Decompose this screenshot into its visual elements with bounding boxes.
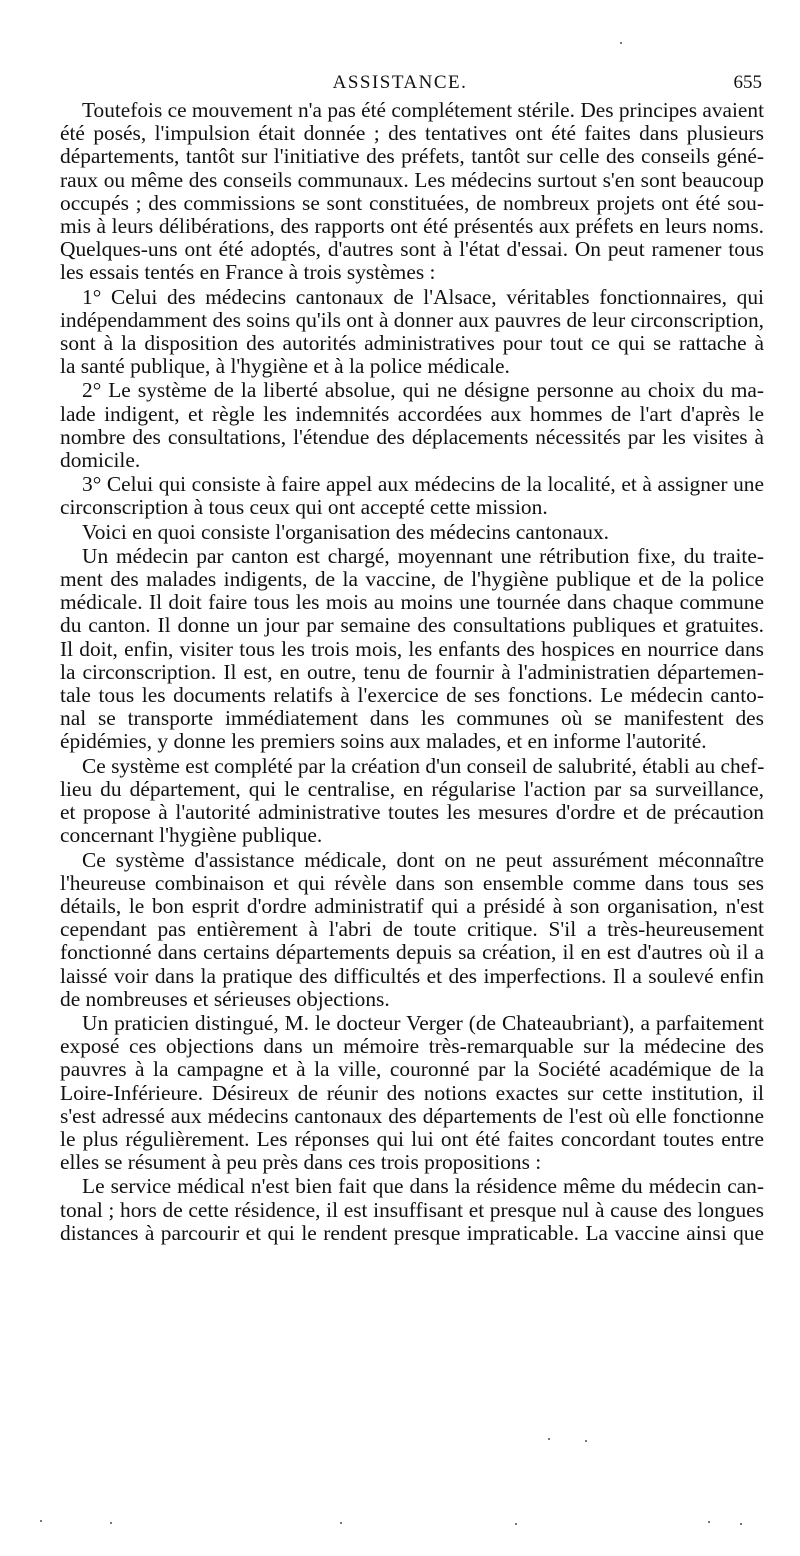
text-line: nal se transporte immédiatement dans les communes où se manifestent des — [60, 706, 764, 731]
text-line: Il doit, enfin, visiter tous les trois mois, les enfants des hospices en nourrice dans — [60, 636, 764, 661]
text-line: s'est adressé aux médecins cantonaux des départements de l'est où elle fonctionne — [60, 1103, 764, 1128]
text-line: Un praticien distingué, M. le docteur Verger (de Chateaubriant), a parfaitement — [82, 1010, 764, 1035]
text-line: Toutefois ce mouvement n'a pas été complétement stérile. Des principes avaient — [82, 98, 764, 122]
text-line: Un médecin par canton est chargé, moyennant une rétribution fixe, du traite- — [82, 543, 764, 568]
text-line: ment des malades indigents, de la vaccine, de l'hygiène publique et de la police — [60, 567, 764, 592]
text-line: elles se résument à peu près dans ces trois propositions : — [60, 1150, 542, 1175]
text-line: tonal ; hors de cette résidence, il est insuffisant et presque nul à cause des longues — [60, 1197, 764, 1222]
text-line: lade indigent, et règle les indemnités accordées aux hommes de l'art d'après le — [60, 401, 764, 426]
text-line: domicile. — [60, 448, 141, 473]
paragraph — [38, 473, 764, 519]
text-line: 1° Celui des médecins cantonaux de l'Alsace, véritables fonctionnaires, qui — [82, 284, 764, 309]
text-line: Loire-Inférieure. Désireux de réunir des notions exactes sur cette institution, il — [60, 1080, 764, 1105]
text-line: la circonscription. Il est, en outre, tenu de fournir à l'administratien départemen- — [60, 659, 764, 684]
paragraph — [38, 1012, 764, 1174]
text-line: de nombreuses et sérieuses objections. — [60, 986, 390, 1011]
text-line: Ce système d'assistance médicale, dont on ne peut assurément méconnaître — [82, 847, 764, 872]
text-line: nombre des consultations, l'étendue des déplacements nécessités par les visites à — [60, 424, 764, 449]
text-line: concernant l'hygiène publique. — [60, 823, 323, 848]
text-line: la santé publique, à l'hygiène et à la police médicale. — [60, 354, 510, 379]
text-line: Ce système est complété par la création d'un conseil de salubrité, établi au chef- — [82, 753, 765, 778]
text-line: détails, le bon esprit d'ordre administratif qui a présidé à son organisation, n'est — [60, 893, 764, 918]
paragraph — [38, 99, 764, 285]
text-line: indépendamment des soins qu'ils ont à donner aux pauvres de leur circonscription, — [60, 307, 764, 332]
text-line: mis à leurs délibérations, des rapports ont été présentés aux préfets en leurs noms. — [60, 214, 764, 239]
text-line: départements, tantôt sur l'initiative des préfets, tantôt sur celle des conseils géné- — [60, 144, 764, 169]
paragraph — [38, 755, 764, 848]
text-line: Le service médical n'est bien fait que dans la résidence même du médecin can- — [82, 1174, 764, 1199]
text-line: fonctionné dans certains départements depuis sa création, il en est d'autres où il a — [60, 940, 764, 965]
text-line: Voici en quoi consiste l'organisation des médecins cantonaux. — [82, 519, 610, 544]
text-line: les essais tentés en France à trois systèmes : — [60, 260, 436, 285]
running-title: ASSISTANCE. — [332, 72, 468, 93]
text-line: médicale. Il doit faire tous les mois au moins une tournée dans chaque commune — [60, 590, 764, 615]
text-line: cependant pas entièrement à l'abri de toute critique. S'il a très-heureusement — [60, 917, 764, 942]
text-line: et propose à l'autorité administrative toutes les mesures d'ordre et de précaution — [60, 800, 764, 825]
text-line: l'heureuse combinaison et qui révèle dans son ensemble comme dans tous ses — [60, 870, 764, 895]
paragraph — [38, 286, 764, 379]
text-line: le plus régulièrement. Les réponses qui lui ont été faites concordant toutes entre — [60, 1126, 764, 1151]
text-line: tale tous les documents relatifs à l'exercice de ses fonctions. Le médecin canto- — [60, 683, 764, 708]
paragraph — [38, 521, 764, 544]
page-number: 655 — [733, 72, 762, 93]
text-line: été posés, l'impulsion était donnée ; des tentatives ont été faites dans plusieurs — [60, 121, 764, 146]
body-text — [38, 99, 764, 1246]
paragraph — [38, 545, 764, 754]
text-line: exposé ces objections dans un mémoire très-remarquable sur la médecine des — [60, 1034, 764, 1059]
text-line: distances à parcourir et qui le rendent presque impraticable. La vaccine ainsi que — [60, 1220, 764, 1245]
text-line: épidémies, y donne les premiers soins aux malades, et en informe l'autorité. — [60, 729, 707, 754]
text-line: raux ou même des conseils communaux. Les médecins surtout s'en sont beaucoup — [60, 167, 764, 192]
paragraph — [38, 379, 764, 472]
text-line: Quelques-uns ont été adoptés, d'autres sont à l'état d'essai. On peut ramener tous — [60, 237, 764, 262]
text-line: sont à la disposition des autorités administratives pour tout ce qui se rattache à — [60, 331, 764, 356]
text-line: 3° Celui qui consiste à faire appel aux médecins de la localité, et à assigner une — [82, 472, 764, 497]
running-head — [0, 72, 800, 96]
text-line: occupés ; des commissions se sont constituées, de nombreux projets ont été sou- — [60, 190, 764, 215]
paragraph — [38, 849, 764, 1011]
text-line: pauvres à la campagne et à la ville, couronné par la Société académique de la — [60, 1057, 764, 1082]
text-line: 2° Le système de la liberté absolue, qui ne désigne personne au choix du ma- — [82, 378, 764, 403]
text-line: laissé voir dans la pratique des difficultés et des imperfections. Il a soulevé enfin — [60, 963, 764, 988]
text-line: circonscription à tous ceux qui ont accepté cette mission. — [60, 495, 548, 520]
text-line: lieu du département, qui le centralise, en régularise l'action par sa surveillance, — [60, 776, 764, 801]
paragraph — [38, 1175, 764, 1245]
text-line: du canton. Il donne un jour par semaine des consultations publiques et gratuites. — [60, 613, 764, 638]
